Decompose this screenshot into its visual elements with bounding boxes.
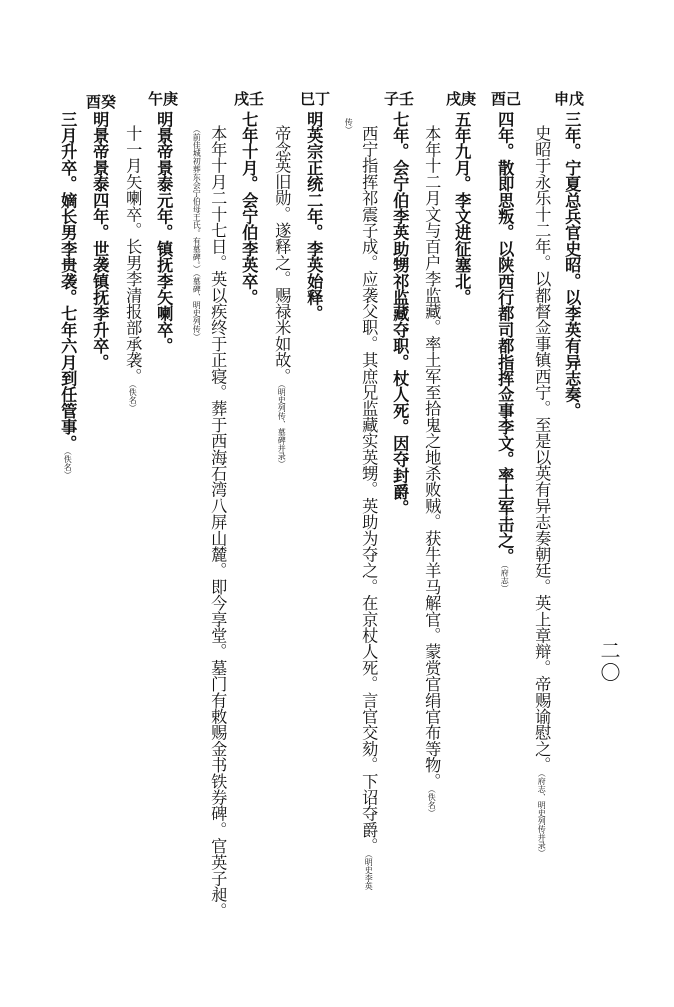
source-note: 传） xyxy=(344,118,354,134)
entry-heading: 三年。宁夏总兵官史昭。以李英有异志奏。 xyxy=(562,111,582,419)
year-label: 巳丁 xyxy=(300,90,331,108)
year-label: 戌壬 xyxy=(234,90,265,108)
page-number: 二〇 xyxy=(597,640,621,684)
source-note: （明史李英 xyxy=(364,854,374,890)
year-label: 子壬 xyxy=(384,90,415,108)
entry-heading: 七年十月。会宁伯李英卒。 xyxy=(239,111,259,306)
entry-text xyxy=(188,125,204,341)
entry-text: 本年十月二十七日。英以疾终于正寝。葬于西海石湾八屏山麓。即今享堂。墓门有敕赐金书铁券碑。官英子昶。 xyxy=(208,125,228,919)
entry-text: 帝念英旧勋。遂释之。赐禄米如故。（明史列传、墓碑并录） xyxy=(272,125,292,469)
entry-heading: 五年九月。李文进征塞北。 xyxy=(452,111,472,306)
year-label: 戌庚 xyxy=(446,90,477,108)
source-note: （府志、明史列传并录） xyxy=(537,773,547,857)
year-label: 酉己 xyxy=(491,90,522,108)
year-label: 酉癸 xyxy=(86,93,117,111)
entry-text: 西宁指挥祁震子成。应袭父职。其庶兄监藏实英甥。英助为夺之。在京杖人死。言官交劾。下诏夺爵。（明史李英 xyxy=(359,125,379,890)
year-label: 申戊 xyxy=(554,90,585,108)
source-note: （佚名） xyxy=(128,384,138,413)
entry-text: 十一月矢喇卒。长男李清报部承袭。（佚名） xyxy=(123,125,143,413)
year-label: 午庚 xyxy=(148,90,179,108)
source-note: （前佳城初葬东会宁伯母王氏。有墓碑。）（墓碑、明史列传） xyxy=(192,125,202,341)
entry-heading: 三月升卒。嫡长男李贵袭。七年六月到任管事。（佚名） xyxy=(58,111,78,480)
entry-text xyxy=(340,118,356,134)
entry-heading: 明景帝景泰四年。世袭镇抚李升卒。 xyxy=(90,111,110,371)
entry-heading: 明英宗正统二年。李英始释。 xyxy=(304,111,324,322)
entry-heading: 七年。会宁伯李英助甥祁监藏夺职。杖人死。因夺封爵。 xyxy=(390,111,410,516)
entry-heading: 明景帝景泰元年。镇抚李矢喇卒。 xyxy=(154,111,174,354)
entry-text: 本年十二月文与百户李监藏。率土军至拾鬼之地杀败贼。获牛羊马解官。蒙赏官绢官布等物。（佚名） xyxy=(422,125,442,818)
source-note: （明史列传、墓碑并录） xyxy=(277,384,287,469)
source-note: （佚名） xyxy=(63,451,73,480)
entry-text: 史昭于永乐十二年。以都督佥事镇西宁。至是以英有异志奏朝廷。英上章辩。帝赐谕慰之。（府志、明史列传并录） xyxy=(532,125,552,857)
source-note: （府志） xyxy=(500,564,510,593)
entry-heading: 四年。散即思叛。以陕西行都司都指挥佥事李文。率土军击之。（府志） xyxy=(495,111,515,593)
source-note: （佚名） xyxy=(427,789,437,818)
